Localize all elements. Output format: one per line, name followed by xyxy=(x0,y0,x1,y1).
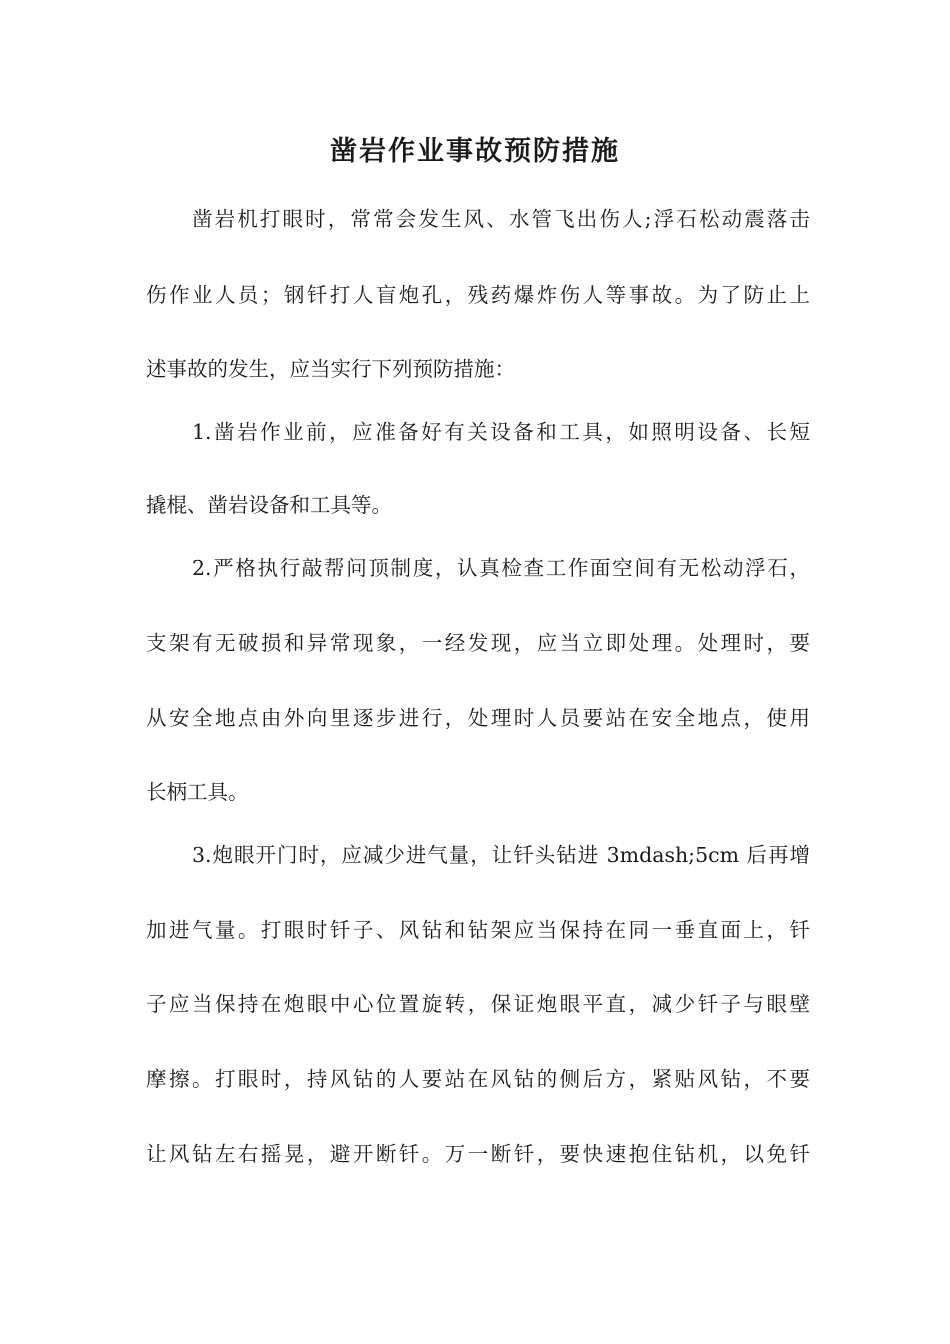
paragraph-2-line-1: 1.凿岩作业前，应准备好有关设备和工具，如照明设备、长短 xyxy=(192,420,810,444)
paragraph-1-line-1: 凿岩机打眼时，常常会发生风、水管飞出伤人;浮石松动震落击 xyxy=(192,207,810,231)
paragraph-3-line-3: 从安全地点由外向里逐步进行，处理时人员要站在安全地点，使用 xyxy=(146,706,810,730)
paragraph-1-line-3: 述事故的发生，应当实行下列预防措施： xyxy=(146,357,515,381)
paragraph-3-line-1: 2.严格执行敲帮问顶制度，认真检查工作面空间有无松动浮石， xyxy=(192,556,810,580)
paragraph-4-line-2: 加进气量。打眼时钎子、风钻和钻架应当保持在同一垂直面上，钎 xyxy=(146,918,810,942)
paragraph-4-line-3: 子应当保持在炮眼中心位置旋转，保证炮眼平直，减少钎子与眼壁 xyxy=(146,992,810,1016)
paragraph-1-line-2: 伤作业人员；钢钎打人盲炮孔，残药爆炸伤人等事故。为了防止上 xyxy=(146,283,810,307)
paragraph-3-line-4: 长柄工具。 xyxy=(146,780,249,804)
paragraph-4-line-4: 摩擦。打眼时，持风钻的人要站在风钻的侧后方，紧贴风钻，不要 xyxy=(146,1067,810,1091)
paragraph-2-line-2: 撬棍、凿岩设备和工具等。 xyxy=(146,493,392,517)
paragraph-3-line-2: 支架有无破损和异常现象，一经发现，应当立即处理。处理时，要 xyxy=(146,631,810,655)
paragraph-4-line-1: 3.炮眼开门时，应减少进气量，让钎头钻进 3mdash;5cm 后再增 xyxy=(192,843,810,867)
document-title: 凿岩作业事故预防措施 xyxy=(330,136,620,167)
paragraph-4-line-5: 让风钻左右摇晃，避开断钎。万一断钎，要快速抱住钻机，以免钎 xyxy=(146,1142,810,1166)
